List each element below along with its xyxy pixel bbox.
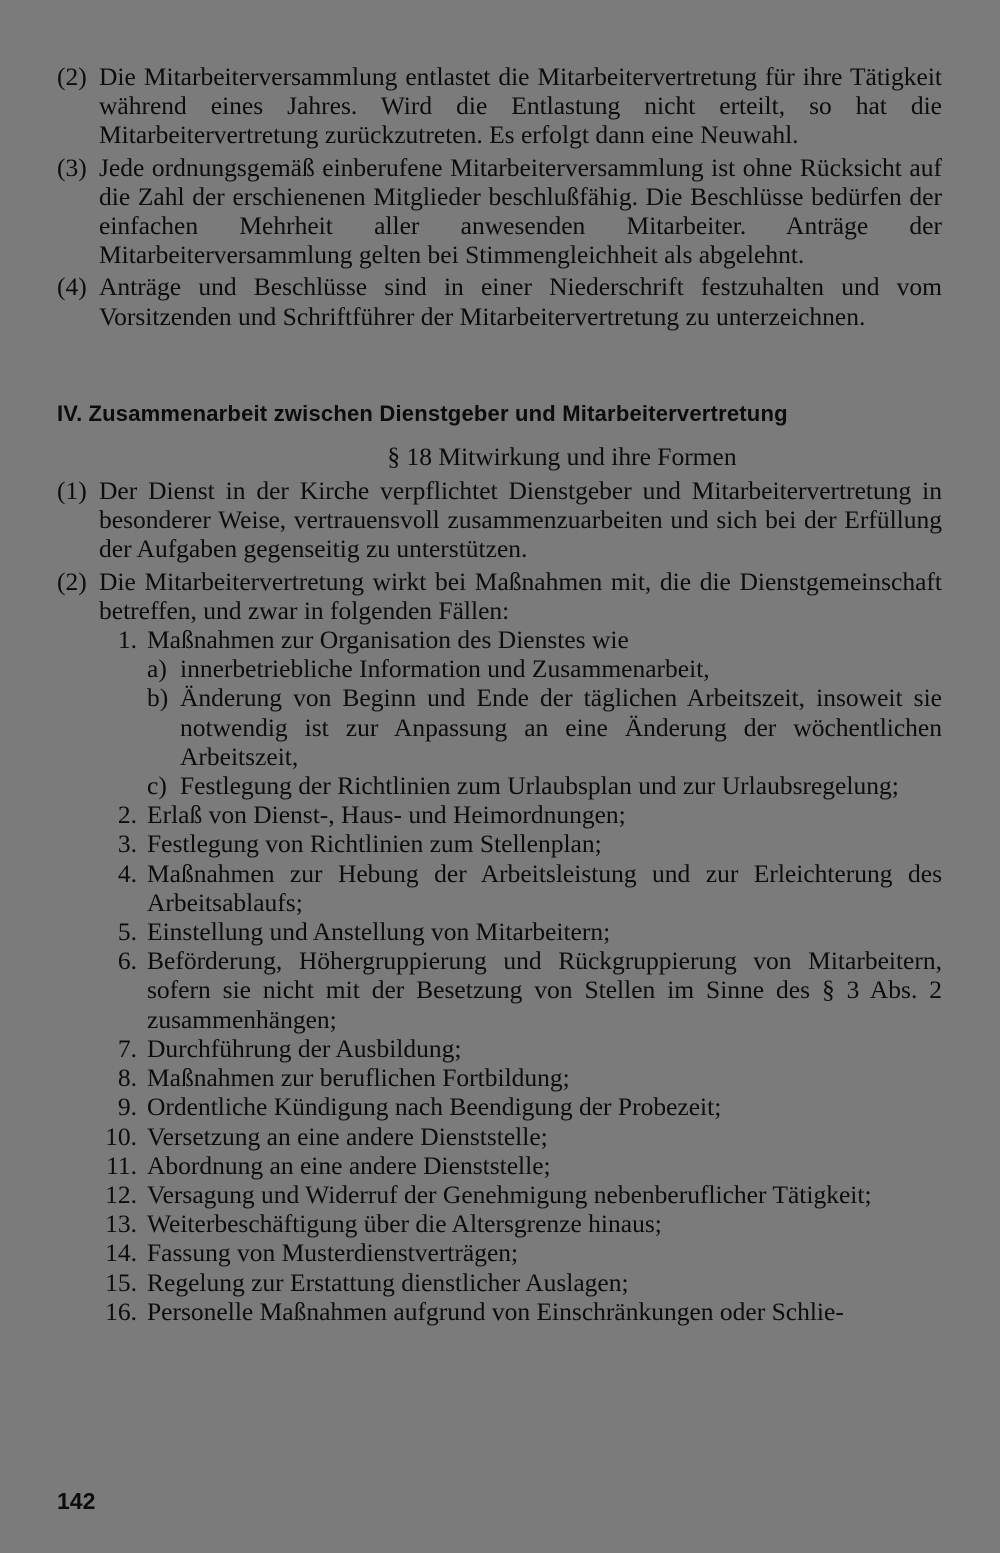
list-item xyxy=(57,1034,942,1063)
list-item-number: 11. xyxy=(106,1150,137,1180)
paragraph-number: (4) xyxy=(57,272,87,302)
sub-item-text: Änderung von Beginn und Ende der täglichen Arbeitszeit, insoweit sie notwendig ist zur Anpassung an eine Änderung der wöchentlichen Arbeitszeit, xyxy=(180,683,942,771)
document-page xyxy=(57,62,942,1326)
list-item xyxy=(57,1092,942,1121)
list-item-text: Weiterbeschäftigung über die Altersgrenze hinaus; xyxy=(147,1209,662,1239)
list-item-number: 9. xyxy=(117,1092,137,1122)
list-item-number: 6. xyxy=(117,946,137,976)
list-item-text: Maßnahmen zur Hebung der Arbeitsleistung und zur Erleichterung des Arbeitsablaufs; xyxy=(147,858,942,917)
sub-item-letter: b) xyxy=(147,683,169,713)
list-item xyxy=(57,625,942,800)
sub-list-item xyxy=(147,683,942,771)
list-item-number: 14. xyxy=(105,1238,137,1268)
list-item-text: Erlaß von Dienst-, Haus- und Heimordnungen; xyxy=(147,800,626,830)
paragraph-1-bottom xyxy=(57,476,942,564)
list-item xyxy=(57,1268,942,1297)
list-item xyxy=(57,917,942,946)
list-item-text: Versetzung an eine andere Dienststelle; xyxy=(147,1121,548,1151)
list-item-number: 15. xyxy=(105,1267,137,1297)
list-item-text: Personelle Maßnahmen aufgrund von Einschränkungen oder Schlie- xyxy=(147,1296,844,1326)
list-item xyxy=(57,800,942,829)
paragraph-3-top xyxy=(57,153,942,270)
paragraph-number: (3) xyxy=(57,152,87,182)
section-title: Zusammenarbeit zwischen Dienstgeber und Mitarbeitervertretung xyxy=(88,400,788,426)
paragraph-2-bottom xyxy=(57,567,942,625)
list-item-text: Regelung zur Erstattung dienstlicher Auslagen; xyxy=(147,1267,629,1297)
paragraph-4-top xyxy=(57,272,942,330)
list-item xyxy=(57,1151,942,1180)
list-item-number: 5. xyxy=(117,917,137,947)
list-item-number: 16. xyxy=(105,1296,137,1326)
list-item-number: 1. xyxy=(117,625,137,655)
section-heading xyxy=(57,400,942,428)
sub-list-item xyxy=(147,771,942,800)
list-item-text: Maßnahmen zur beruflichen Fortbildung; xyxy=(147,1063,570,1093)
sub-item-letter: c) xyxy=(147,771,167,801)
list-item-number: 12. xyxy=(105,1179,137,1209)
list-item-text: Ordentliche Kündigung nach Beendigung der Probezeit; xyxy=(147,1092,722,1122)
sub-item-letter: a) xyxy=(147,654,167,684)
list-item-text: Fassung von Musterdienstverträgen; xyxy=(147,1238,519,1268)
list-item-text: Beförderung, Höhergruppierung und Rückgruppierung von Mitarbeitern, sofern sie nicht mit der Besetzung von Stellen im Sinne des § 3 Abs. 2 zusammenhängen; xyxy=(147,946,942,1034)
list-item-number: 10. xyxy=(105,1121,137,1151)
list-item xyxy=(57,1063,942,1092)
section-roman-numeral: IV. xyxy=(57,400,83,426)
list-item-number: 3. xyxy=(117,829,137,859)
list-item xyxy=(57,859,942,917)
paragraph-text: Der Dienst in der Kirche verpflichtet Dienstgeber und Mitarbeitervertretung in besonderer Weise, vertrauensvoll zusammenzuarbeiten und sich bei der Erfüllung der Aufgaben gegenseitig zu unterstützen. xyxy=(99,476,942,564)
list-item xyxy=(57,1297,942,1326)
paragraph-number: (2) xyxy=(57,566,87,596)
measures-list xyxy=(57,625,942,1326)
list-item xyxy=(57,829,942,858)
sub-item-text: Festlegung der Richtlinien zum Urlaubsplan und zur Urlaubsregelung; xyxy=(180,771,899,801)
paragraph-text: Jede ordnungsgemäß einberufene Mitarbeiterversammlung ist ohne Rücksicht auf die Zahl der erschienenen Mitglieder beschlußfähig. Die Beschlüsse bedürfen der einfachen Mehrheit aller anwesenden Mitarbeiter. Anträge der Mitarbeiterversammlung gelten bei Stimmengleichheit als abgelehnt. xyxy=(99,152,942,270)
page-number: 142 xyxy=(57,1488,96,1514)
paragraph-text: Die Mitarbeiterversammlung entlastet die Mitarbeitervertretung für ihre Tätigkeit während eines Jahres. Wird die Entlastung nicht erteilt, so hat die Mitarbeitervertretung zurückzutreten. Es erfolgt dann eine Neuwahl. xyxy=(99,62,942,150)
paragraph-number: (1) xyxy=(57,476,87,506)
paragraph-2-top xyxy=(57,62,942,150)
list-item xyxy=(57,1238,942,1267)
list-item-text: Abordnung an eine andere Dienststelle; xyxy=(147,1150,551,1180)
list-item-number: 4. xyxy=(117,858,137,888)
list-item-number: 13. xyxy=(105,1209,137,1239)
section-gap xyxy=(57,334,942,400)
list-item-text: Versagung und Widerruf der Genehmigung nebenberuflicher Tätigkeit; xyxy=(147,1179,872,1209)
list-item xyxy=(57,946,942,1034)
paragraph-text: Anträge und Beschlüsse sind in einer Niederschrift festzuhalten und vom Vorsitzenden und Schriftführer der Mitarbeitervertretung zu unterzeichnen. xyxy=(99,272,942,331)
list-item-number: 7. xyxy=(117,1033,137,1063)
sub-item-text: innerbetriebliche Information und Zusammenarbeit, xyxy=(180,654,710,684)
list-item xyxy=(57,1180,942,1209)
list-item xyxy=(57,1122,942,1151)
list-item-text: Durchführung der Ausbildung; xyxy=(147,1033,462,1063)
list-item-text: Einstellung und Anstellung von Mitarbeitern; xyxy=(147,917,611,947)
list-item-text: Maßnahmen zur Organisation des Dienstes wie xyxy=(147,625,629,655)
paragraph-text: Die Mitarbeitervertretung wirkt bei Maßnahmen mit, die die Dienstgemeinschaft betreffen, und zwar in folgenden Fällen: xyxy=(99,566,942,625)
sub-list xyxy=(147,654,942,800)
list-item xyxy=(57,1209,942,1238)
paragraph-number: (2) xyxy=(57,62,87,91)
list-item-number: 2. xyxy=(117,800,137,830)
list-item-text: Festlegung von Richtlinien zum Stellenplan; xyxy=(147,829,602,859)
paragraph-heading: § 18 Mitwirkung und ihre Formen xyxy=(387,441,737,471)
sub-list-item xyxy=(147,654,942,683)
list-item-number: 8. xyxy=(117,1063,137,1093)
